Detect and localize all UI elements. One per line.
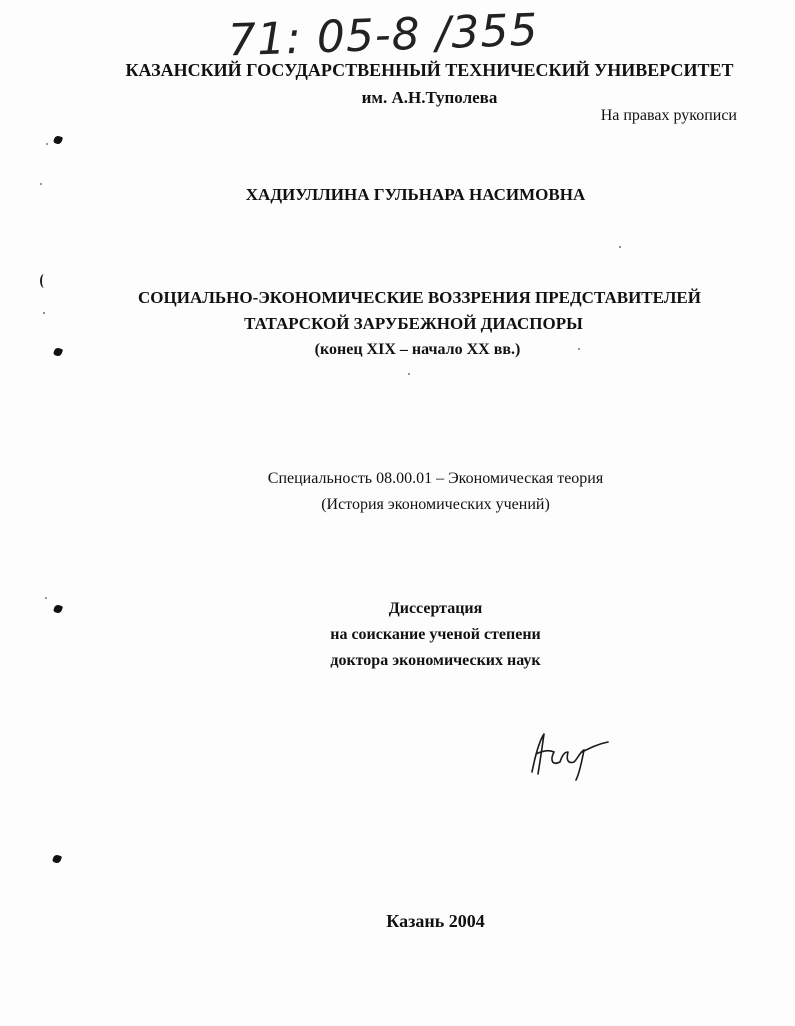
scan-speck bbox=[43, 312, 45, 314]
city-year: Казань 2004 bbox=[386, 911, 485, 931]
scan-margin-mark bbox=[52, 854, 62, 864]
manuscript-rights-note: На правах рукописи bbox=[600, 107, 737, 124]
scan-speck bbox=[46, 143, 48, 145]
author-name: ХАДИУЛЛИНА ГУЛЬНАРА НАСИМОВНА bbox=[245, 185, 586, 204]
scan-speck bbox=[578, 348, 580, 350]
dissertation-title-line-1: СОЦИАЛЬНО-ЭКОНОМИЧЕСКИЕ ВОЗЗРЕНИЯ ПРЕДСТАВИТЕЛЕЙ bbox=[138, 288, 701, 307]
scan-margin-mark bbox=[53, 135, 63, 145]
archive-stamp-number: 71: 05-8 /355 bbox=[227, 4, 540, 67]
university-named-after: им. А.Н.Туполева bbox=[361, 88, 498, 107]
specialty-subfield: (История экономических учений) bbox=[321, 496, 550, 513]
handwritten-signature bbox=[522, 722, 612, 782]
dissertation-title-period: (конец XIX – начало XX вв.) bbox=[314, 341, 521, 358]
specialty-line: Специальность 08.00.01 – Экономическая теория bbox=[267, 470, 604, 487]
scan-speck bbox=[619, 246, 621, 248]
scan-margin-bracket bbox=[40, 274, 48, 288]
scan-speck bbox=[40, 183, 42, 185]
scan-speck bbox=[45, 597, 47, 599]
scan-speck bbox=[408, 373, 410, 375]
university-name: КАЗАНСКИЙ ГОСУДАРСТВЕННЫЙ ТЕХНИЧЕСКИЙ УНИВЕРСИТЕТ bbox=[125, 60, 734, 80]
dissertation-title-line-2: ТАТАРСКОЙ ЗАРУБЕЖНОЙ ДИАСПОРЫ bbox=[244, 314, 583, 333]
degree-purpose-line: на соискание ученой степени bbox=[330, 626, 541, 643]
degree-name-line: доктора экономических наук bbox=[330, 652, 541, 669]
dissertation-label: Диссертация bbox=[388, 600, 483, 617]
